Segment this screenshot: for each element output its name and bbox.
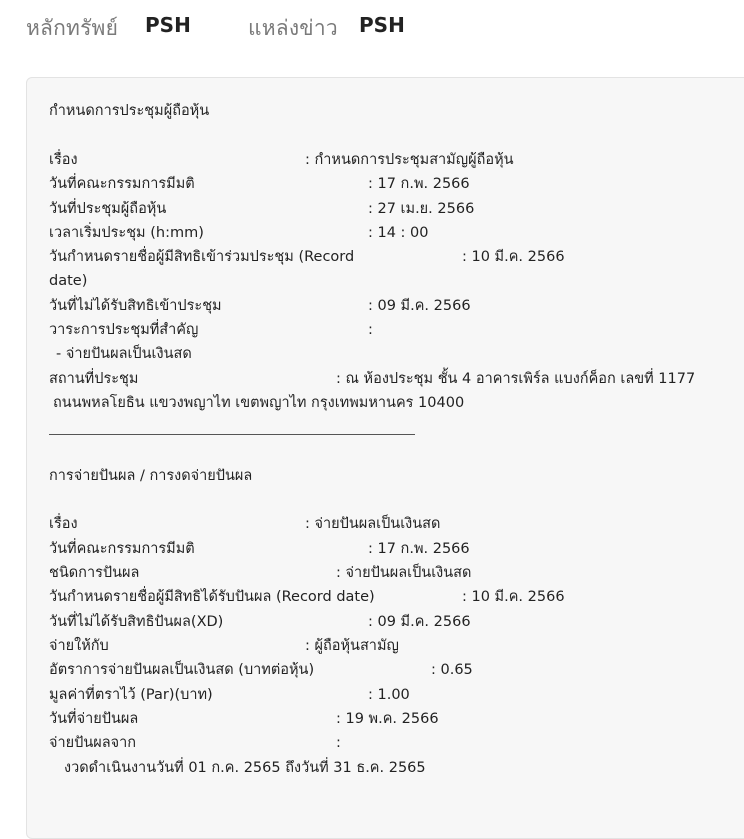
dividend-period-text: งวดดำเนินงานวันที่ 01 ก.ค. 2565 ถึงวันที่ 31 ธ.ค. 2565: [64, 760, 426, 776]
meeting-section-title: กำหนดการประชุมผู้ถือหุ้น: [49, 103, 210, 119]
meeting-agenda-label: วาระการประชุมที่สำคัญ: [49, 322, 199, 338]
meeting-xm-date-label: วันที่ไม่ได้รับสิทธิเข้าประชุม: [49, 298, 222, 314]
meeting-venue-label: สถานที่ประชุม: [49, 371, 139, 387]
dividend-board-date-value: : 17 ก.พ. 2566: [368, 541, 470, 557]
dividend-pay-to-value: : ผู้ถือหุ้นสามัญ: [305, 638, 399, 654]
meeting-record-date-value: : 10 มี.ค. 2566: [462, 249, 565, 265]
dividend-source-value: :: [336, 735, 341, 751]
dividend-board-date-label: วันที่คณะกรรมการมีมติ: [49, 541, 195, 557]
meeting-record-date-label: วันกำหนดรายชื่อผู้มีสิทธิเข้าร่วมประชุม (Record: [49, 249, 355, 265]
dividend-subject-value: : จ่ายปันผลเป็นเงินสด: [305, 516, 441, 532]
dividend-record-date-label: วันกำหนดรายชื่อผู้มีสิทธิได้รับปันผล (Record date): [49, 589, 375, 605]
meeting-date-label: วันที่ประชุมผู้ถือหุ้น: [49, 201, 167, 217]
meeting-subject-label: เรื่อง: [49, 152, 78, 168]
dividend-subject-label: เรื่อง: [49, 516, 78, 532]
dividend-par-label: มูลค่าที่ตราไว้ (Par)(บาท): [49, 687, 213, 703]
meeting-date-value: : 27 เม.ย. 2566: [368, 201, 475, 217]
dividend-record-date-value: : 10 มี.ค. 2566: [462, 589, 565, 605]
meeting-board-date-value: : 17 ก.พ. 2566: [368, 176, 470, 192]
dividend-rate-value: : 0.65: [431, 662, 473, 678]
meeting-agenda-value: :: [368, 322, 373, 338]
dividend-rate-label: อัตราการจ่ายปันผลเป็นเงินสด (บาทต่อหุ้น): [49, 662, 315, 678]
meeting-subject-value: : กำหนดการประชุมสามัญผู้ถือหุ้น: [305, 152, 514, 168]
meeting-venue-value-cont: ถนนพหลโยธิน แขวงพญาไท เขตพญาไท กรุงเทพมหานคร 10400: [53, 395, 465, 411]
dividend-pay-to-label: จ่ายให้กับ: [49, 638, 109, 654]
section-divider: [49, 434, 415, 435]
dividend-type-value: : จ่ายปันผลเป็นเงินสด: [336, 565, 472, 581]
dividend-xd-label: วันที่ไม่ได้รับสิทธิปันผล(XD): [49, 614, 224, 630]
dividend-source-label: จ่ายปันผลจาก: [49, 735, 137, 751]
meeting-venue-value: : ณ ห้องประชุม ชั้น 4 อาคารเพิร์ล แบงก์ค็อก เลขที่ 1177: [336, 371, 696, 387]
source-label: แหล่งข่าว: [248, 16, 338, 40]
meeting-record-date-label-cont: date): [49, 273, 88, 289]
dividend-type-label: ชนิดการปันผล: [49, 565, 140, 581]
dividend-xd-value: : 09 มี.ค. 2566: [368, 614, 471, 630]
meeting-board-date-label: วันที่คณะกรรมการมีมติ: [49, 176, 195, 192]
meeting-time-label: เวลาเริ่มประชุม (h:mm): [49, 225, 204, 241]
dividend-pay-date-label: วันที่จ่ายปันผล: [49, 711, 139, 727]
meeting-xm-date-value: : 09 มี.ค. 2566: [368, 298, 471, 314]
security-label: หลักทรัพย์: [26, 16, 119, 40]
dividend-section-title: การจ่ายปันผล / การงดจ่ายปันผล: [49, 468, 253, 484]
meeting-agenda-item: - จ่ายปันผลเป็นเงินสด: [56, 346, 192, 362]
source-value: PSH: [359, 13, 405, 37]
meeting-time-value: : 14 : 00: [368, 225, 429, 241]
header-bar: [0, 0, 744, 60]
security-value: PSH: [145, 13, 191, 37]
dividend-par-value: : 1.00: [368, 687, 410, 703]
dividend-pay-date-value: : 19 พ.ค. 2566: [336, 711, 439, 727]
